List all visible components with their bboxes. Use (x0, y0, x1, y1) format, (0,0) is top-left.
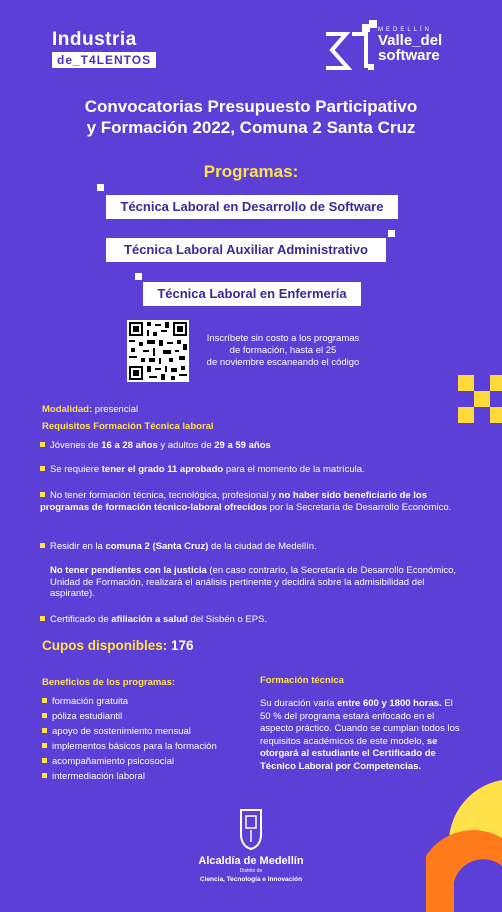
valle-software-mark-icon (318, 24, 374, 78)
formacion-text: Su duración varía entre 600 y 1800 horas. El 50 % del programa estará enfocado en el aspecto práctico. Cuando se cumplan todos los requisitos académicos de este modelo, se otorgará al estudiante el Certificado de Técnico Laboral por Competencias. (260, 698, 460, 772)
requirement-item: Residir en la comuna 2 (Santa Cruz) de la ciudad de Medellín. (40, 541, 460, 553)
industria-talentos-logo (52, 30, 156, 69)
bullet-icon (42, 713, 47, 718)
deco-square (490, 407, 502, 423)
beneficios-heading: Beneficios de los programas: (42, 677, 176, 688)
logo-line2: de_T4LENTOS (52, 52, 156, 68)
program-pill: Técnica Laboral Auxiliar Administrativo (106, 238, 386, 262)
qr-instructions: Inscríbete sin costo a los programas de formación, hasta el 25 de noviembre escaneando el código (206, 333, 360, 368)
formacion-heading: Formación técnica (260, 675, 344, 686)
logo-software: software (378, 47, 440, 64)
deco-square (474, 391, 490, 407)
page-title: Convocatorias Presupuesto Participativo y Formación 2022, Comuna 2 Santa Cruz (84, 97, 418, 137)
modalidad: Modalidad: presencial (42, 404, 139, 415)
footer-org: Alcaldía de Medellín (198, 855, 304, 867)
benefit-item: apoyo de sostenimiento mensual (42, 724, 217, 739)
alcaldia-logo (166, 808, 336, 884)
coat-of-arms-icon (237, 808, 265, 850)
requirement-item: Jóvenes de 16 a 28 años y adultos de 29 a 59 años (40, 440, 460, 452)
deco-square (369, 20, 377, 28)
benefit-item: acompañamiento psicosocial (42, 754, 217, 769)
logo-line1: Industria (52, 29, 137, 50)
bullet-icon (42, 758, 47, 763)
logo-valle: Valle_del (378, 32, 443, 49)
qr-code-icon (127, 320, 189, 382)
requisitos-heading: Requisitos Formación Técnica laboral (42, 421, 214, 432)
bullet-icon (42, 773, 47, 778)
benefit-item: implementos básicos para la formación (42, 739, 217, 754)
beneficios-list (42, 694, 217, 784)
requirement-item: No tener pendientes con la justicia (en caso contrario, la Secretaría de Desarrollo Económico, Unidad de Formación, realizará el análisis pertinente y decidirá sobre la admisibilidad del aspirante). (50, 565, 457, 599)
decorative-shapes-icon (410, 770, 502, 912)
footer-sub1: Distrito de (239, 868, 263, 874)
deco-square (388, 230, 395, 237)
bullet-icon (40, 616, 45, 621)
bullet-icon (40, 543, 45, 548)
benefit-item: póliza estudiantil (42, 709, 217, 724)
program-pill: Técnica Laboral en Desarrollo de Software (106, 195, 398, 219)
benefit-item: intermediación laboral (42, 769, 217, 784)
benefit-item: formación gratuita (42, 694, 217, 709)
bullet-icon (40, 442, 45, 447)
cupos: Cupos disponibles: 176 (42, 638, 194, 653)
requirement-item: Certificado de afiliación a salud del Sisbén o EPS. (40, 614, 460, 626)
deco-square (458, 375, 474, 391)
deco-square (97, 184, 104, 191)
bullet-icon (40, 492, 45, 497)
bullet-icon (40, 466, 45, 471)
deco-square (458, 407, 474, 423)
programs-heading: Programas: (203, 162, 299, 181)
deco-square (490, 375, 502, 391)
requirement-item: Se requiere tener el grado 11 aprobado para el momento de la matrícula. (40, 464, 460, 476)
qr-code[interactable] (127, 320, 189, 382)
bullet-icon (42, 743, 47, 748)
deco-square (135, 273, 142, 280)
footer-sub2: Ciencia, Tecnología e Innovación (199, 876, 303, 883)
bullet-icon (42, 698, 47, 703)
requirement-item: No tener formación técnica, tecnológica, profesional y no haber sido beneficiario de los programas de formación técnico-laboral ofrecidos por la Secretaría de Desarrollo Económico. (40, 490, 452, 513)
logo-city: MEDELLÍN (378, 27, 433, 33)
program-pill: Técnica Laboral en Enfermería (143, 282, 361, 306)
bullet-icon (42, 728, 47, 733)
